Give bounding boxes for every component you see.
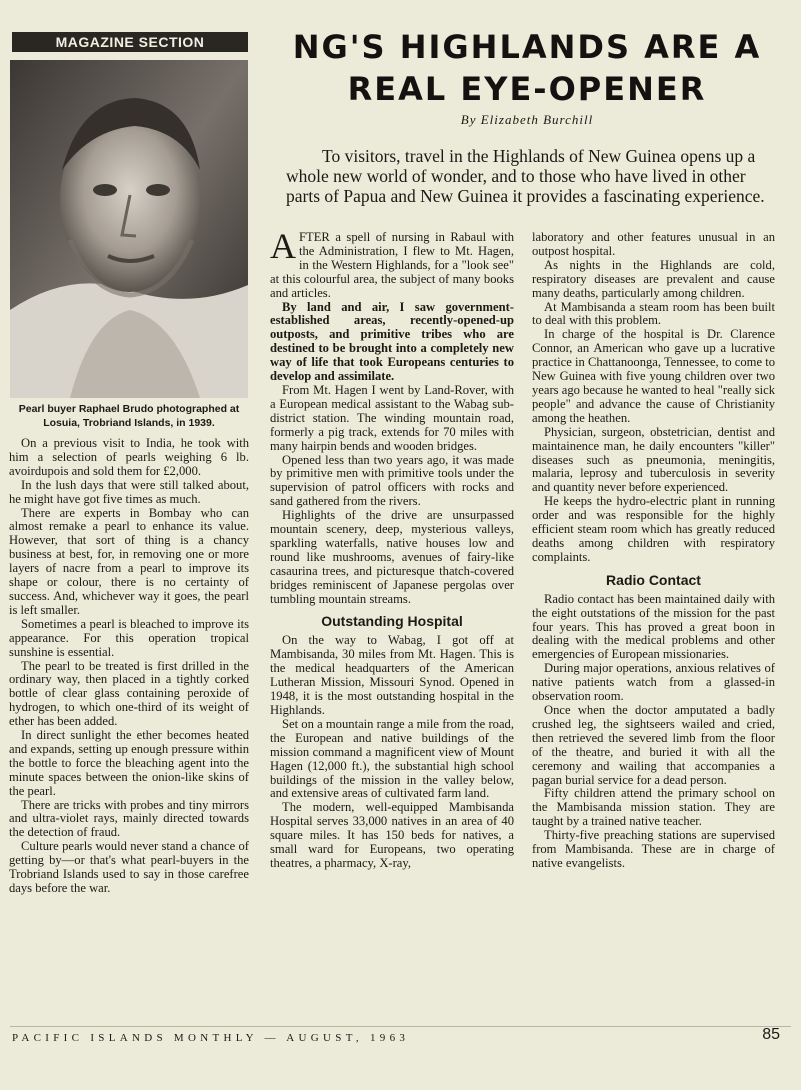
bold-paragraph: By land and air, I saw government-established areas, recently-opened-up outposts, and primitive tribes who are destined to be brought into a completely new way of life that took Europeans centuries to develop and assimilate. [270, 299, 514, 384]
paragraph: As nights in the Highlands are cold, respiratory diseases are prevalent and cause many deaths, particularly among children. [532, 257, 775, 300]
paragraph: Highlights of the drive are unsurpassed mountain scenery, deep, mysterious valleys, sparkling waterfalls, native houses low and round like mushrooms, avenues of fairy-like casaurina trees, and picturesque thatch-covered bridges reminiscent of Japanese pergolas over tumbling mountain streams. [270, 508, 514, 606]
opening-paragraph [270, 226, 514, 301]
paragraph: There are tricks with probes and tiny mirrors and ultra-violet rays, mainly directed towards the detection of fraud. [9, 797, 249, 840]
paragraph: Culture pearls would never stand a chance of getting by—or that's what pearl-buyers in the Trobriand Islands used to say in those carefree days before the war. [9, 839, 249, 895]
paragraph: There are experts in Bombay who can almost remake a pearl to enhance its value. However, that sort of thing is a chancy business at best, for, in removing one or more layers of nacre from a pearl to improve its shape or colour, there is no certainty of success. And, whichever way it goes, the pearl is left smaller. [9, 505, 249, 617]
intro-paragraph [286, 146, 768, 206]
paragraph: He keeps the hydro-electric plant in running order and was responsible for the highly efficient steam room which has greatly reduced deaths among children with respiratory complaints. [532, 494, 775, 564]
column-2 [270, 226, 514, 871]
paragraph: On a previous visit to India, he took with him a selection of pearls weighing 6 lb. avoirdupois and sold them for £2,000. [9, 436, 249, 478]
paragraph: From Mt. Hagen I went by Land-Rover, with a European medical assistant to the Wabag sub-district station. The winding mountain road, formerly a pig track, extends for 70 miles with many hairpin bends and wooden bridges. [270, 382, 514, 453]
paragraph: In the lush days that were still talked about, he might have got five times as much. [9, 477, 249, 506]
opening-text: FTER a spell of nursing in Rabaul with the Administration, I flew to Mt. Hagen, in the Western Highlands, for a "look see" at this colourful area, the subject of many books and articles. [270, 230, 514, 300]
paragraph: Thirty-five preaching stations are supervised from Mambisanda. These are in charge of native evangelists. [532, 828, 775, 870]
subheading-radio-contact: Radio Contact [606, 571, 701, 588]
paragraph: Fifty children attend the primary school on the Mambisanda mission station. They are taught by a trained native teacher. [532, 786, 775, 829]
section-label: MAGAZINE SECTION [12, 32, 248, 52]
headline-line-1: NG'S HIGHLANDS ARE A [292, 28, 762, 66]
footer-rule [10, 1026, 791, 1027]
intro-text: To visitors, travel in the Highlands of New Guinea opens up a whole new world of wonder, and to those who have lived in other parts of Papua and New Guinea it provides a fascinating experience. [286, 146, 765, 206]
headline-line-2: REAL EYE-OPENER [347, 70, 707, 108]
photo-caption: Pearl buyer Raphael Brudo photographed at Losuia, Trobriand Islands, in 1939. [18, 403, 240, 429]
paragraph: The pearl to be treated is first drilled in the ordinary way, then placed in a tightly corked bottle of clear glass containing peroxide of hydrogen, to which one-third of its weight of ether has been added. [9, 658, 249, 729]
subheading-outstanding-hospital: Outstanding Hospital [321, 613, 463, 630]
page-number: 85 [762, 1026, 780, 1043]
paragraph: laboratory and other features unusual in an outpost hospital. [532, 230, 775, 258]
paragraph: At Mambisanda a steam room has been built to deal with this problem. [532, 299, 775, 328]
headline [262, 26, 792, 110]
byline: By Elizabeth Burchill [460, 112, 594, 127]
portrait-photo [10, 60, 248, 398]
column-3 [532, 231, 775, 871]
paragraph: In direct sunlight the ether becomes heated and expands, setting up enough pressure within the bottle to force the bleaching agent into the minute spaces between the onion-like skins of the pearl. [9, 728, 249, 798]
paragraph: In charge of the hospital is Dr. Clarence Connor, an American who gave up a lucrative practice in Chattanoonga, Tennessee, to come to New Guinea with five young children over two years ago because he wanted to heal "really sick people" and advance the cause of Christianity among the heathen. [532, 327, 775, 425]
paragraph: On the way to Wabag, I got off at Mambisanda, 30 miles from Mt. Hagen. This is the medical headquarters of the American Lutheran Mission, Missouri Synod. Opened in 1948, it is the most outstanding hospital in the Highlands. [270, 633, 514, 717]
drop-cap: A [270, 226, 296, 266]
paragraph: Once when the doctor amputated a badly crushed leg, the sightseers wailed and cried, then retrieved the severed limb from the floor of the theatre, and buried it with all the ceremony and wailing that accompanies a pagan burial service for a dead person. [532, 703, 775, 787]
column-1 [9, 437, 249, 896]
paragraph: Set on a mountain range a mile from the road, the European and native buildings of the mission command a magnificent view of Mount Hagen (12,000 ft.), the substantial high school buildings of the mission in the valley below, and extensive areas of cultivated farm land. [270, 716, 514, 801]
paragraph: Radio contact has been maintained daily with the eight outstations of the mission for the past four years. This has proved a great boon in dealing with the medical problems and other emergencies of European missionaries. [532, 591, 775, 662]
running-footer: PACIFIC ISLANDS MONTHLY — AUGUST, 1963 [12, 1032, 410, 1044]
paragraph: During major operations, anxious relatives of native patients watch from a glassed-in observation room. [532, 661, 775, 704]
paragraph: The modern, well-equipped Mambisanda Hospital serves 33,000 natives in an area of 40 square miles. It has 150 beds for natives, a small ward for Europeans, two operating theatres, a pharmacy, X-ray, [270, 800, 514, 870]
paragraph: Physician, surgeon, obstetrician, dentist and maintainence man, he daily encounters "killer" diseases such as pneumonia, meningitis, malaria, leprosy and tuberculosis in severity and quantity never before experienced. [532, 424, 775, 495]
paragraph: Sometimes a pearl is bleached to improve its appearance. For this operation tropical sunshine is essential. [9, 616, 249, 659]
paragraph: Opened less than two years ago, it was made by primitive men with primitive tools under the supervision of patrol officers with rocks and sand gathered from the rivers. [270, 452, 514, 509]
